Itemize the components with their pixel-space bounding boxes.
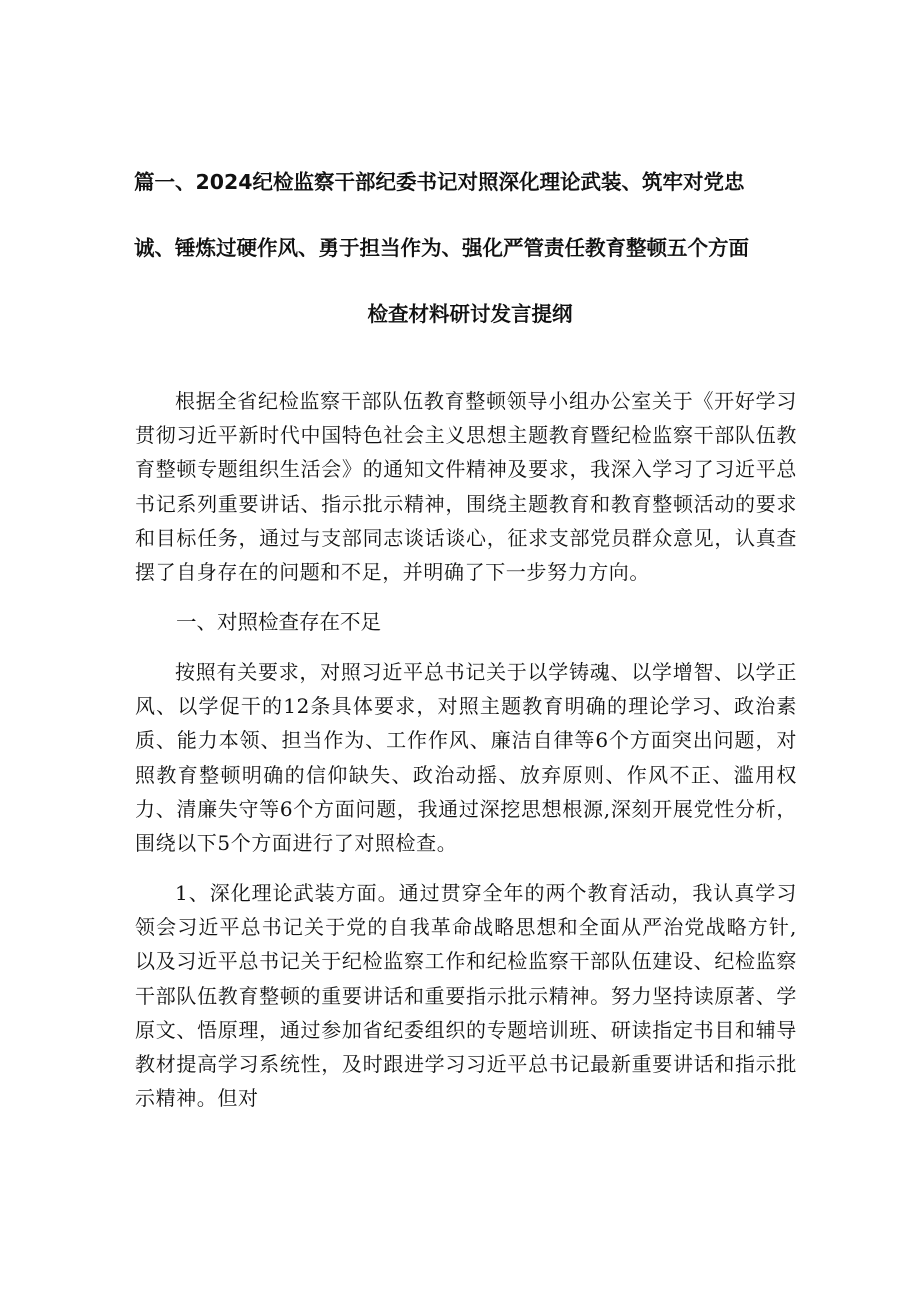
title-line-1: 篇一、2024纪检监察干部纪委书记对照深化理论武装、筑牢对党忠 bbox=[134, 170, 745, 194]
theory-paragraph: 1、深化理论武装方面。通过贯穿全年的两个教育活动，我认真学习领会习近平总书记关于党的自我革命战略思想和全面从严治党战略方针,以及习近平总书记关于纪检监察工作和纪检监察干部队伍建设、纪检监察干部队伍教育整顿的重要讲话和重要指示批示精神。努力坚持读原著、学原文、悟原理，通过参加省纪委组织的专题培训班、研读指定书目和辅导教材提高学习系统性，及时跟进学习习近平总书记最新重要讲话和指示批示精神。但对 bbox=[135, 881, 797, 1111]
document-body bbox=[135, 384, 797, 1131]
title-line-2: 诚、锤炼过硬作风、勇于担当作为、强化严管责任教育整顿五个方面 bbox=[134, 236, 749, 260]
section-heading: 一、对照检查存在不足 bbox=[176, 610, 381, 635]
checklist-paragraph: 按照有关要求，对照习近平总书记关于以学铸魂、以学增智、以学正风、以学促干的12条具体要求，对照主题教育明确的理论学习、政治素质、能力本领、担当作为、工作作风、廉洁自律等6个方面突出问题，对照教育整顿明确的信仰缺失、政治动摇、放弃原则、作风不正、滥用权力、清廉失守等6个方面问题，我通过深挖思想根源,深刻开展党性分析，围绕以下5个方面进行了对照检查。 bbox=[135, 660, 797, 856]
title-line-3: 检查材料研讨发言提纲 bbox=[367, 302, 573, 326]
intro-paragraph: 根据全省纪检监察干部队伍教育整顿领导小组办公室关于《开好学习贯彻习近平新时代中国特色社会主义思想主题教育暨纪检监察干部队伍教育整顿专题组织生活会》的通知文件精神及要求，我深入学习了习近平总书记系列重要讲话、指示批示精神，围绕主题教育和教育整顿活动的要求和目标任务，通过与支部同志谈话谈心，征求支部党员群众意见，认真查摆了自身存在的问题和不足，并明确了下一步努力方向。 bbox=[135, 389, 797, 585]
document-title bbox=[134, 172, 794, 370]
